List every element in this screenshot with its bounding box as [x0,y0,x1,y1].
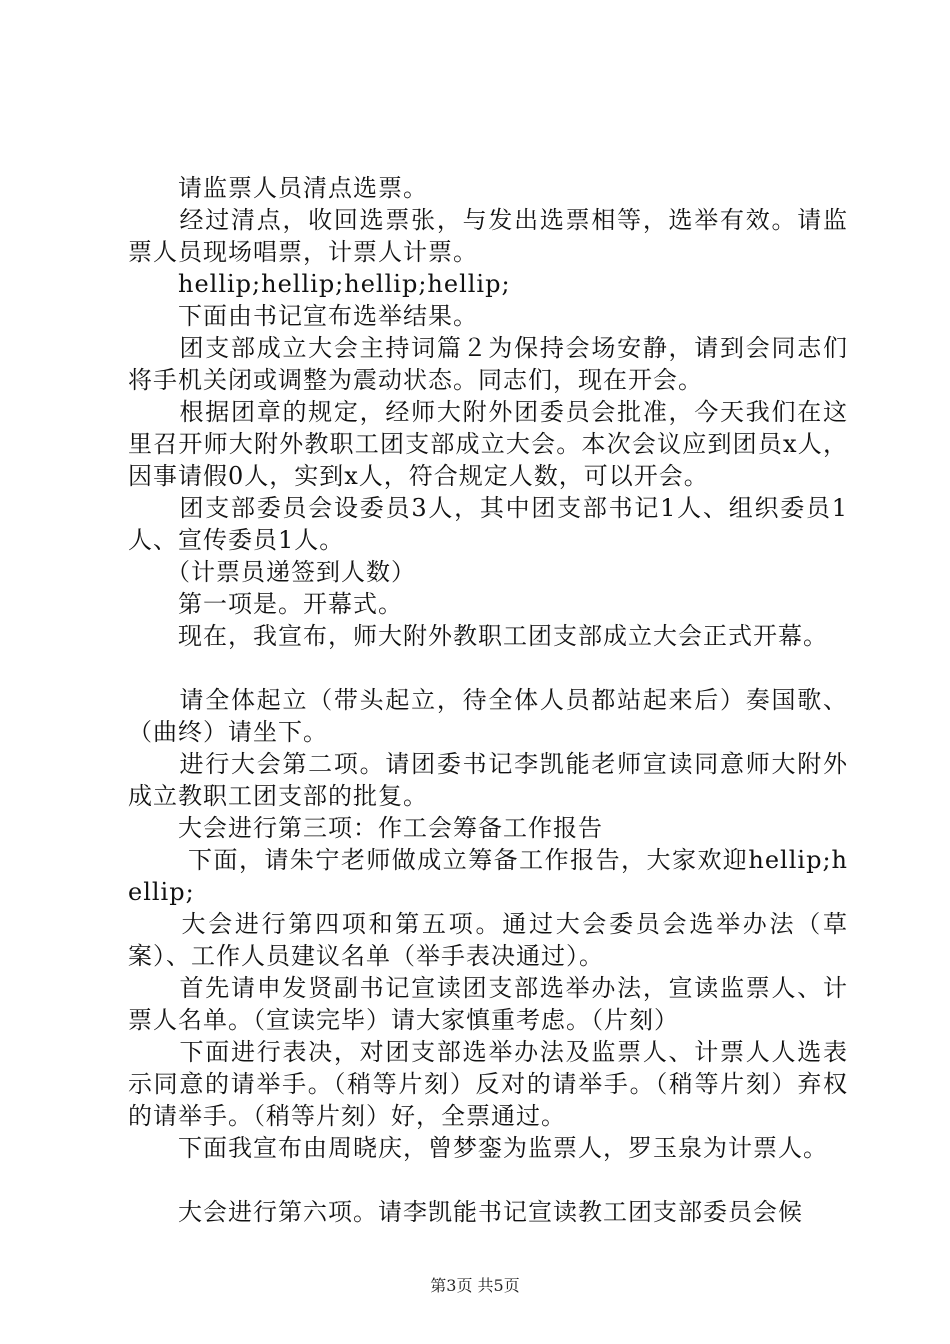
paragraph: 首先请申发贤副书记宣读团支部选举办法，宣读监票人、计票人名单。（宣读完毕）请大家慎重考虑。（片刻） [128,974,848,1034]
paragraph: 第一项是。开幕式。 [128,590,403,618]
paragraph: hellip;hellip;hellip;hellip; [128,270,511,298]
document-body [128,172,848,1228]
paragraph: 下面进行表决，对团支部选举办法及监票人、计票人人选表示同意的请举手。（稍等片刻）反对的请举手。（稍等片刻）弃权的请举手。（稍等片刻）好，全票通过。 [128,1038,848,1130]
paragraph: （计票员递签到人数） [128,558,416,586]
paragraph: 请全体起立（带头起立，待全体人员都站起来后）奏国歌、（曲终）请坐下。 [128,686,848,746]
paragraph: 大会进行第三项：作工会筹备工作报告 [128,814,603,842]
paragraph: 下面我宣布由周晓庆，曾梦銮为监票人，罗玉泉为计票人。 [128,1134,828,1162]
paragraph: 根据团章的规定，经师大附外团委员会批准，今天我们在这里召开师大附外教职工团支部成立大会。本次会议应到团员x人，因事请假0人，实到x人，符合规定人数，可以开会。 [128,398,848,490]
paragraph: 现在，我宣布，师大附外教职工团支部成立大会正式开幕。 [128,622,828,650]
paragraph: 经过清点，收回选票张，与发出选票相等，选举有效。请监票人员现场唱票，计票人计票。 [128,206,848,266]
page-number-footer: 第3页 共5页 [430,1276,520,1295]
paragraph: 请监票人员清点选票。 [128,174,428,202]
paragraph: 进行大会第二项。请团委书记李凯能老师宣读同意师大附外成立教职工团支部的批复。 [128,750,848,810]
paragraph: 团支部委员会设委员3人，其中团支部书记1人、组织委员1人、宣传委员1人。 [128,494,848,554]
paragraph: 下面，请朱宁老师做成立筹备工作报告，大家欢迎hellip;hellip; [128,846,848,906]
paragraph: 团支部成立大会主持词篇２为保持会场安静，请到会同志们将手机关闭或调整为震动状态。同志们，现在开会。 [128,334,848,394]
paragraph: 大会进行第六项。请李凯能书记宣读教工团支部委员会候 [128,1198,803,1226]
paragraph: 大会进行第四项和第五项。通过大会委员会选举办法（草案）、工作人员建议名单（举手表决通过）。 [128,910,848,970]
paragraph: 下面由书记宣布选举结果。 [128,302,478,330]
